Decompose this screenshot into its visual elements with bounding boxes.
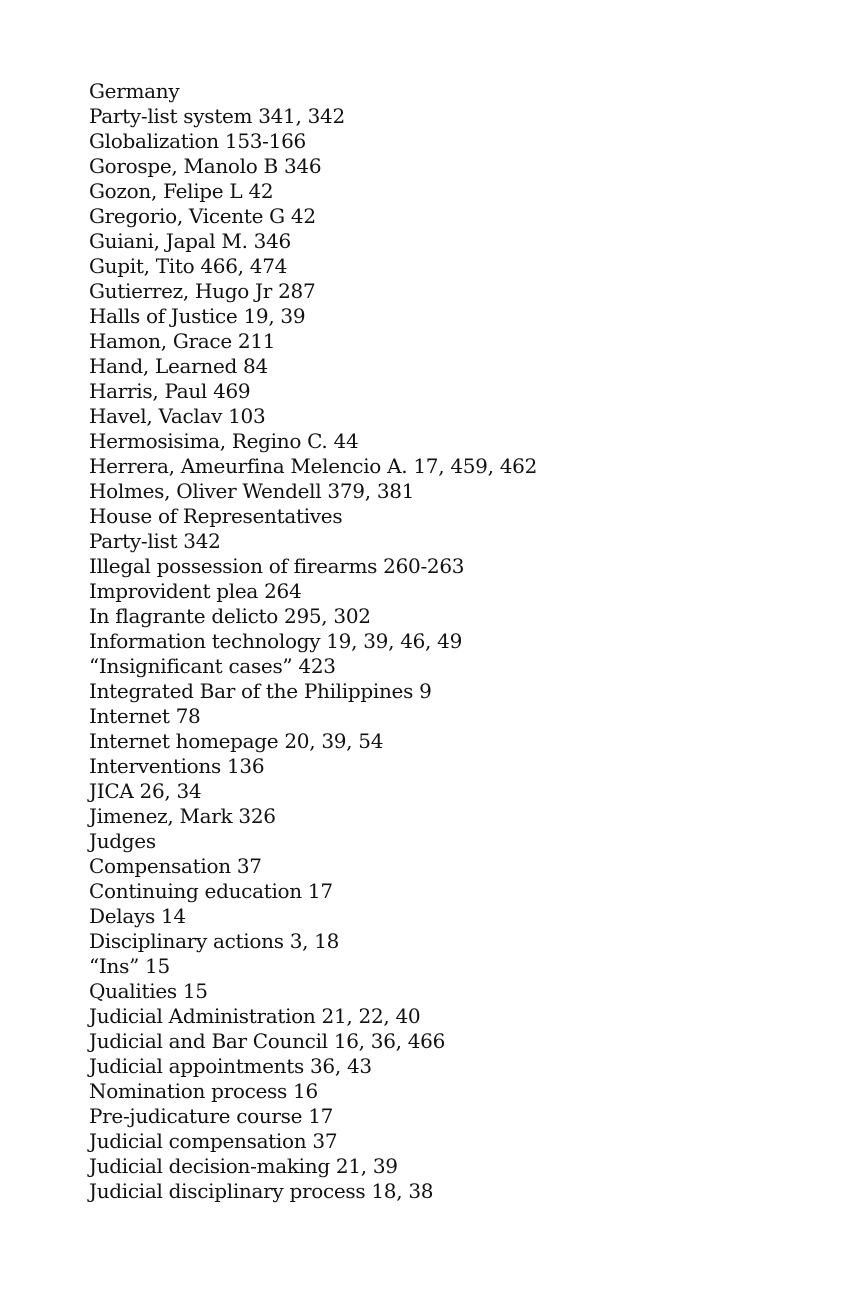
index-entry: Qualities 15 — [89, 979, 208, 1003]
index-entry: Improvident plea 264 — [89, 579, 302, 603]
index-entry: Havel, Vaclav 103 — [89, 404, 266, 428]
index-entry: Internet homepage 20, 39, 54 — [89, 729, 384, 753]
index-entry: Continuing education 17 — [89, 879, 333, 903]
index-entry: In flagrante delicto 295, 302 — [89, 604, 371, 628]
index-entry: Gutierrez, Hugo Jr 287 — [89, 279, 316, 303]
index-entry: Hand, Learned 84 — [89, 354, 268, 378]
index-entry: Party-list 342 — [89, 529, 221, 553]
index-entry: Judges — [89, 829, 156, 853]
index-entry: Jimenez, Mark 326 — [89, 804, 276, 828]
index-entry: Judicial disciplinary process 18, 38 — [89, 1179, 434, 1203]
index-entry: Delays 14 — [89, 904, 186, 928]
index-entry: Party-list system 341, 342 — [89, 104, 345, 128]
index-entry: Nomination process 16 — [89, 1079, 318, 1103]
index-entry: Judicial and Bar Council 16, 36, 466 — [89, 1029, 446, 1053]
index-entry: Guiani, Japal M. 346 — [89, 229, 291, 253]
index-entry: Information technology 19, 39, 46, 49 — [89, 629, 463, 653]
index-entry: Interventions 136 — [89, 754, 265, 778]
index-entry: Germany — [89, 79, 180, 103]
index-entry: Herrera, Ameurfina Melencio A. 17, 459, 462 — [89, 454, 537, 478]
index-entry: Gupit, Tito 466, 474 — [89, 254, 288, 278]
index-page — [89, 79, 829, 1204]
index-entry: Compensation 37 — [89, 854, 262, 878]
index-list — [89, 79, 829, 1204]
index-entry: Harris, Paul 469 — [89, 379, 251, 403]
index-entry: Internet 78 — [89, 704, 201, 728]
index-entry: Illegal possession of firearms 260-263 — [89, 554, 465, 578]
index-entry: Judicial Administration 21, 22, 40 — [89, 1004, 421, 1028]
index-entry: “Ins” 15 — [89, 954, 170, 978]
index-entry: Judicial compensation 37 — [89, 1129, 338, 1153]
index-entry: Pre-judicature course 17 — [89, 1104, 334, 1128]
index-entry: “Insignificant cases” 423 — [89, 654, 336, 678]
index-entry: Gozon, Felipe L 42 — [89, 179, 274, 203]
index-entry: Gregorio, Vicente G 42 — [89, 204, 316, 228]
index-entry: Disciplinary actions 3, 18 — [89, 929, 340, 953]
index-entry: JICA 26, 34 — [89, 779, 202, 803]
index-entry: Hamon, Grace 211 — [89, 329, 276, 353]
index-entry: Judicial appointments 36, 43 — [89, 1054, 372, 1078]
index-entry: Integrated Bar of the Philippines 9 — [89, 679, 432, 703]
index-entry: House of Representatives — [89, 504, 343, 528]
index-entry: Hermosisima, Regino C. 44 — [89, 429, 359, 453]
index-entry: Gorospe, Manolo B 346 — [89, 154, 322, 178]
index-entry: Judicial decision-making 21, 39 — [89, 1154, 398, 1178]
index-entry: Halls of Justice 19, 39 — [89, 304, 306, 328]
index-entry: Globalization 153-166 — [89, 129, 306, 153]
index-entry: Holmes, Oliver Wendell 379, 381 — [89, 479, 415, 503]
